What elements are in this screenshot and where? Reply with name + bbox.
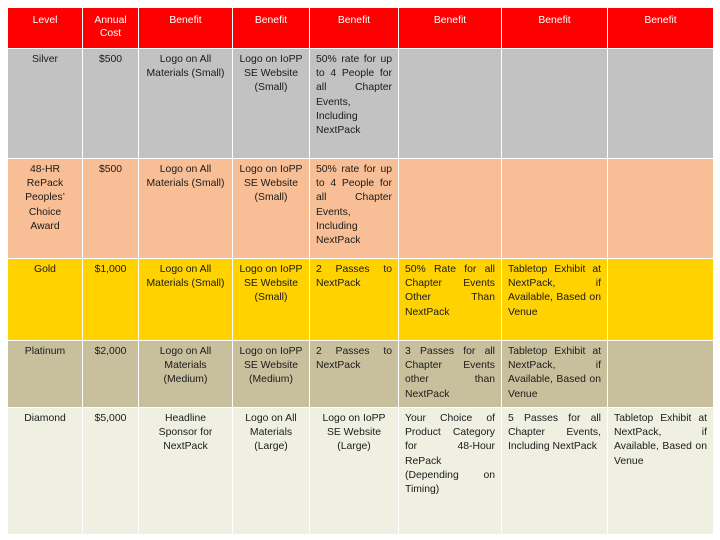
benefit-cell xyxy=(608,159,714,259)
benefit-cell: 2 Passes to NextPack xyxy=(310,259,399,341)
table-row-platinum xyxy=(8,341,714,408)
table-row-gold xyxy=(8,259,714,341)
benefit-cell: Logo on IoPP SE Website (Medium) xyxy=(233,341,310,408)
level-cell: Silver xyxy=(8,49,83,159)
header-benefit: Benefit xyxy=(233,8,310,49)
header-level: Level xyxy=(8,8,83,49)
benefit-cell: Logo on IoPP SE Website (Large) xyxy=(310,408,399,535)
level-cell: Gold xyxy=(8,259,83,341)
header-benefit: Benefit xyxy=(310,8,399,49)
benefit-cell: Your Choice of Product Category for 48-Hour RePack (Depending on Timing) xyxy=(399,408,502,535)
benefit-cell: Logo on IoPP SE Website (Small) xyxy=(233,49,310,159)
benefit-cell: Logo on All Materials (Small) xyxy=(139,259,233,341)
benefit-cell: Headline Sponsor for NextPack xyxy=(139,408,233,535)
header-benefit: Benefit xyxy=(608,8,714,49)
benefit-cell xyxy=(608,259,714,341)
benefit-cell xyxy=(608,49,714,159)
level-cell: Diamond xyxy=(8,408,83,535)
benefit-cell: Logo on IoPP SE Website (Small) xyxy=(233,259,310,341)
cost-cell: $500 xyxy=(83,159,139,259)
benefit-cell: Tabletop Exhibit at NextPack, if Available, Based on Venue xyxy=(502,341,608,408)
cost-cell: $1,000 xyxy=(83,259,139,341)
table-row-silver xyxy=(8,49,714,159)
benefit-cell: 2 Passes to NextPack xyxy=(310,341,399,408)
table-row-repack xyxy=(8,159,714,259)
level-cell: Platinum xyxy=(8,341,83,408)
cost-cell: $5,000 xyxy=(83,408,139,535)
cost-cell: $2,000 xyxy=(83,341,139,408)
benefit-cell xyxy=(502,159,608,259)
benefit-cell: Logo on All Materials (Medium) xyxy=(139,341,233,408)
benefit-cell: 5 Passes for all Chapter Events, Including NextPack xyxy=(502,408,608,535)
benefit-cell: 3 Passes for all Chapter Events other than NextPack xyxy=(399,341,502,408)
header-benefit: Benefit xyxy=(139,8,233,49)
level-cell: 48-HR RePack Peoples’ Choice Award xyxy=(8,159,83,259)
benefit-cell: Logo on All Materials (Large) xyxy=(233,408,310,535)
benefit-cell xyxy=(399,49,502,159)
table-header-row xyxy=(8,8,714,49)
benefit-cell xyxy=(502,49,608,159)
header-annual-cost: Annual Cost xyxy=(83,8,139,49)
benefit-cell: 50% Rate for all Chapter Events Other Than NextPack xyxy=(399,259,502,341)
benefit-cell: Logo on All Materials (Small) xyxy=(139,49,233,159)
benefit-cell: Logo on All Materials (Small) xyxy=(139,159,233,259)
sponsorship-table xyxy=(7,7,714,535)
benefit-cell: Tabletop Exhibit at NextPack, if Available, Based on Venue xyxy=(608,408,714,535)
header-benefit: Benefit xyxy=(399,8,502,49)
table-row-diamond xyxy=(8,408,714,535)
benefit-cell: Tabletop Exhibit at NextPack, if Available, Based on Venue xyxy=(502,259,608,341)
header-benefit: Benefit xyxy=(502,8,608,49)
benefit-cell: 50% rate for up to 4 People for all Chapter Events, Including NextPack xyxy=(310,159,399,259)
benefit-cell: 50% rate for up to 4 People for all Chapter Events, Including NextPack xyxy=(310,49,399,159)
cost-cell: $500 xyxy=(83,49,139,159)
benefit-cell xyxy=(608,341,714,408)
benefit-cell: Logo on IoPP SE Website (Small) xyxy=(233,159,310,259)
benefit-cell xyxy=(399,159,502,259)
